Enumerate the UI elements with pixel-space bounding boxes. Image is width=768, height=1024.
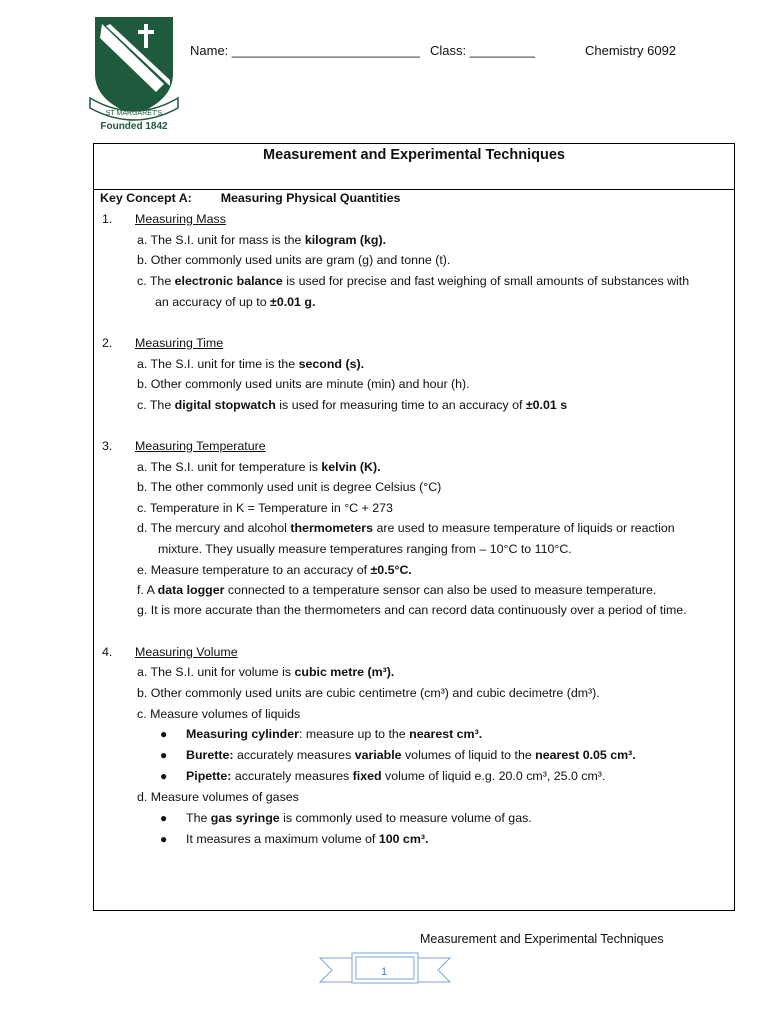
list-item: a. The S.I. unit for time is the second (s). [137,357,365,371]
section-number: 2. [102,336,113,350]
list-item: f. A data logger connected to a temperature sensor can also be used to measure temperature. [137,583,657,597]
bullet-icon: ● [160,769,168,783]
bullet-item: ● Measuring cylinder: measure up to the nearest cm³. [160,727,483,741]
list-item-continuation: mixture. They usually measure temperatures ranging from – 10°C to 110°C. [158,542,572,556]
list-item: d. Measure volumes of gases [137,790,299,804]
list-item: c. The digital stopwatch is used for measuring time to an accuracy of ±0.01 s [137,398,568,412]
bullet-icon: ● [160,832,168,846]
name-field[interactable]: Name: __________________________ [190,43,420,58]
page-number: 1 [380,966,388,978]
section-heading-volume: Measuring Volume [135,645,238,659]
founded-label: Founded 1842 [100,121,168,132]
bullet-item: ● The gas syringe is commonly used to measure volume of gas. [160,811,532,825]
bullet-item: ● Pipette: accurately measures fixed volume of liquid e.g. 20.0 cm³, 25.0 cm³. [160,769,606,783]
bullet-icon: ● [160,748,168,762]
bullet-item: ● It measures a maximum volume of 100 cm³. [160,832,429,846]
section-number: 1. [102,212,113,226]
footer-title: Measurement and Experimental Techniques [420,932,664,946]
page-title: Measurement and Experimental Techniques [94,144,734,190]
list-item: g. It is more accurate than the thermometers and can record data continuously over a period of time. [137,603,687,617]
list-item: b. Other commonly used units are minute (min) and hour (h). [137,377,470,391]
list-item: b. Other commonly used units are cubic centimetre (cm³) and cubic decimetre (dm³). [137,686,600,700]
list-item: b. The other commonly used unit is degree Celsius (°C) [137,480,442,494]
key-concept-title: Measuring Physical Quantities [220,191,401,205]
section-heading-time: Measuring Time [135,336,224,350]
key-concept-row [100,190,400,206]
list-item: d. The mercury and alcohol thermometers are used to measure temperature of liquids or reaction [137,521,675,535]
crest-banner-text: ST MARGARET'S [105,110,163,117]
list-item: e. Measure temperature to an accuracy of ±0.5°C. [137,563,412,577]
content-frame [93,143,735,911]
list-item-continuation: an accuracy of up to ±0.01 g. [155,295,316,309]
list-item: c. Temperature in K = Temperature in °C + 273 [137,501,393,515]
list-item: c. The electronic balance is used for precise and fast weighing of small amounts of substances with [137,274,690,288]
course-label: Chemistry 6092 [585,43,677,58]
section-number: 3. [102,439,113,453]
bullet-item: ● Burette: accurately measures variable volumes of liquid to the nearest 0.05 cm³. [160,748,636,762]
section-heading-temperature: Measuring Temperature [135,439,266,453]
key-concept-label: Key Concept A: [100,191,192,205]
school-crest-logo [86,14,182,138]
class-field[interactable]: Class: _________ [430,43,535,58]
list-item: b. Other commonly used units are gram (g) and tonne (t). [137,253,451,267]
section-number: 4. [102,645,113,659]
bullet-icon: ● [160,811,168,825]
bullet-icon: ● [160,727,168,741]
list-item: a. The S.I. unit for volume is cubic metre (m³). [137,665,395,679]
list-item: a. The S.I. unit for mass is the kilogram (kg). [137,233,387,247]
list-item: a. The S.I. unit for temperature is kelvin (K). [137,460,381,474]
list-item: c. Measure volumes of liquids [137,707,301,721]
section-heading-mass: Measuring Mass [135,212,226,226]
